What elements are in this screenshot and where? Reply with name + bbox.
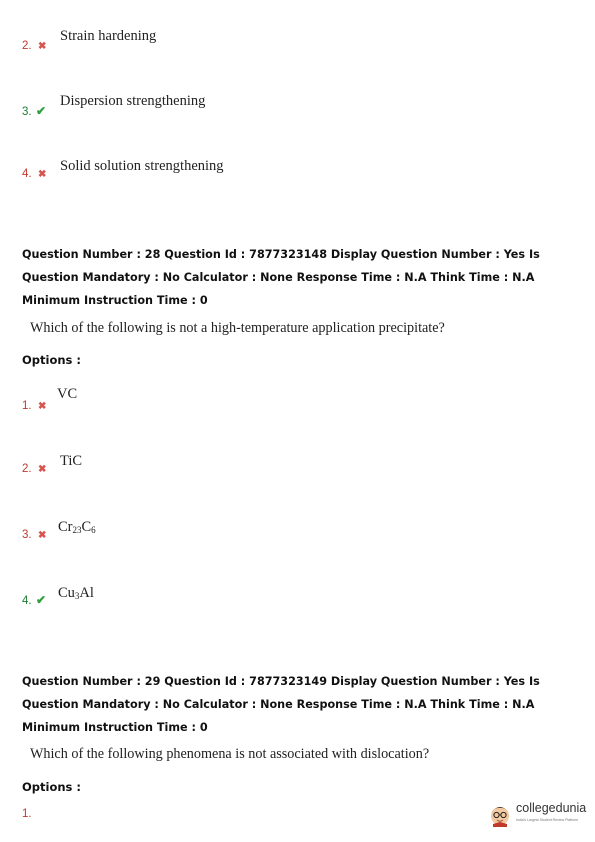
option-number: 2. — [22, 40, 32, 52]
logo-tagline: India's Largest Student Review Platform — [516, 818, 579, 822]
options-label: Options : — [22, 353, 81, 367]
correct-icon: ✔ — [36, 593, 47, 607]
option-text: TiC — [60, 453, 83, 469]
option-number: 4. — [22, 168, 32, 180]
question-28-text: Which of the following is not a high-temperature application precipitate? — [30, 320, 445, 336]
option-number: 3. — [22, 106, 32, 118]
options-label: Options : — [22, 780, 81, 794]
option-text: VC — [57, 386, 78, 402]
wrong-icon: ✖ — [38, 401, 47, 412]
option-number: 3. — [22, 529, 32, 541]
wrong-icon: ✖ — [38, 41, 47, 52]
option-number: 4. — [22, 595, 32, 607]
option-number: 1. — [22, 808, 32, 820]
wrong-icon: ✖ — [38, 464, 47, 475]
correct-icon: ✔ — [36, 104, 47, 118]
option-text: $Cr_{23}C_6$ — [58, 519, 96, 535]
mascot-icon — [488, 801, 512, 827]
logo-wordmark: collegedunia — [516, 801, 587, 815]
option-text: Dispersion strengthening — [60, 93, 206, 109]
option-number: 1. — [22, 400, 32, 412]
wrong-icon: ✖ — [38, 530, 47, 541]
option-number: 2. — [22, 463, 32, 475]
question-29-meta: Question Number : 29 Question Id : 7877323149 Display Question Number : Yes Is Question Mandatory : No Calculator : None Response Time : N.A Think Time : N.A Minimum Instruction Time : 0 — [22, 675, 540, 734]
question-29-text: Which of the following phenomena is not associated with dislocation? — [30, 746, 430, 762]
option-text: Solid solution strengthening — [60, 158, 224, 174]
collegedunia-logo — [488, 797, 588, 833]
option-text: Strain hardening — [60, 28, 157, 44]
wrong-icon: ✖ — [38, 169, 47, 180]
question-28-meta: Question Number : 28 Question Id : 7877323148 Display Question Number : Yes Is Question Mandatory : No Calculator : None Response Time : N.A Think Time : N.A Minimum Instruction Time : 0 — [22, 248, 540, 307]
option-text: $Cu_3Al$ — [58, 585, 94, 601]
